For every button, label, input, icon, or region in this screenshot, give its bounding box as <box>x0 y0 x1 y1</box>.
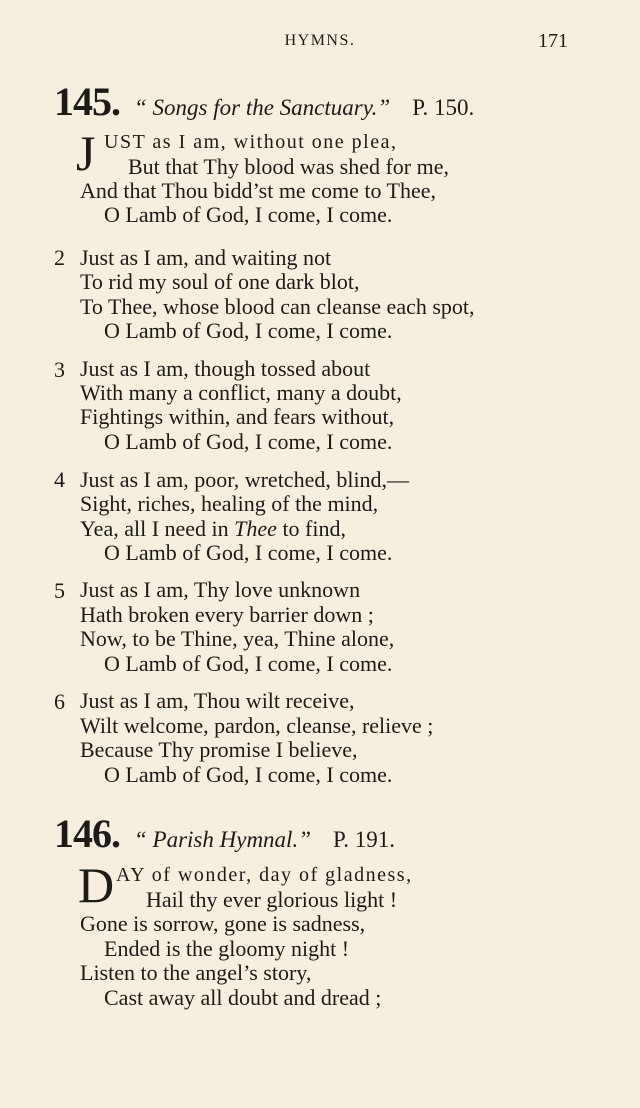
verse-number: 6 <box>54 689 65 714</box>
verse-line: With many a conflict, many a doubt, <box>80 380 402 405</box>
verse-line: Just as I am, poor, wretched, blind,— <box>80 467 410 492</box>
verse-line: Hath broken every barrier down ; <box>80 602 374 627</box>
verse-line: To rid my soul of one dark blot, <box>80 269 360 294</box>
verse-line: Just as I am, Thy love unknown <box>80 577 361 602</box>
hymn-number: 146. <box>54 811 120 856</box>
verse-refrain: O Lamb of God, I come, I come. <box>104 318 393 343</box>
verse-number: 3 <box>54 357 65 382</box>
verse-line: Ended is the gloomy night ! <box>104 936 350 961</box>
verse-line: AY of wonder, day of gladness, <box>116 864 413 886</box>
verse-refrain: O Lamb of God, I come, I come. <box>104 429 393 454</box>
verse-refrain: O Lamb of God, I come, I come. <box>104 540 393 565</box>
verse-line: Hail thy ever glorious light ! <box>146 887 398 912</box>
hymn-146-header <box>54 810 395 854</box>
hymn-number: 145. <box>54 79 120 124</box>
running-title: HYMNS. <box>284 32 356 49</box>
page-number: 171 <box>538 30 568 52</box>
hymn-page-ref: P. 150. <box>412 95 475 120</box>
verse-line: Sight, riches, healing of the mind, <box>80 491 379 516</box>
emphasized-word: Thee <box>234 516 277 541</box>
verse-line <box>80 517 346 541</box>
verse-number: 4 <box>54 467 65 492</box>
verse-line: Just as I am, Thou wilt receive, <box>80 688 355 713</box>
verse-line: Now, to be Thine, yea, Thine alone, <box>80 626 395 651</box>
verse-line: Wilt welcome, pardon, cleanse, relieve ; <box>80 713 434 738</box>
verse-line: And that Thou bidd’st me come to Thee, <box>80 178 437 203</box>
verse-line: Cast away all doubt and dread ; <box>104 985 382 1010</box>
verse-line: Gone is sorrow, gone is sadness, <box>80 911 366 936</box>
hymn-source: “ Songs for the Sanctuary.” <box>134 95 391 120</box>
verse-number: 2 <box>54 245 65 270</box>
verse-refrain: O Lamb of God, I come, I come. <box>104 202 393 227</box>
hymn-page-ref: P. 191. <box>333 827 395 852</box>
verse-text: to find, <box>276 516 346 541</box>
hymn-source: “ Parish Hymnal.” <box>134 827 311 852</box>
verse-number: 5 <box>54 578 65 603</box>
verse-text: Yea, all I need in <box>80 516 235 541</box>
verse-line: Just as I am, and waiting not <box>80 245 332 270</box>
verse-line: Fightings within, and fears without, <box>80 404 395 429</box>
verse-refrain: O Lamb of God, I come, I come. <box>104 651 393 676</box>
verse-line: But that Thy blood was shed for me, <box>128 154 449 179</box>
verse-line: Just as I am, though tossed about <box>80 356 371 381</box>
running-head <box>0 30 640 54</box>
drop-cap: J <box>76 125 96 181</box>
verse-line: Listen to the angel’s story, <box>80 960 312 985</box>
verse-line: UST as I am, without one plea, <box>104 131 398 153</box>
verse-refrain: O Lamb of God, I come, I come. <box>104 762 393 787</box>
drop-cap: D <box>78 857 115 913</box>
verse-line: Because Thy promise I believe, <box>80 737 358 762</box>
hymn-145-header <box>54 78 474 122</box>
verse-line: To Thee, whose blood can cleanse each spot, <box>80 294 475 319</box>
